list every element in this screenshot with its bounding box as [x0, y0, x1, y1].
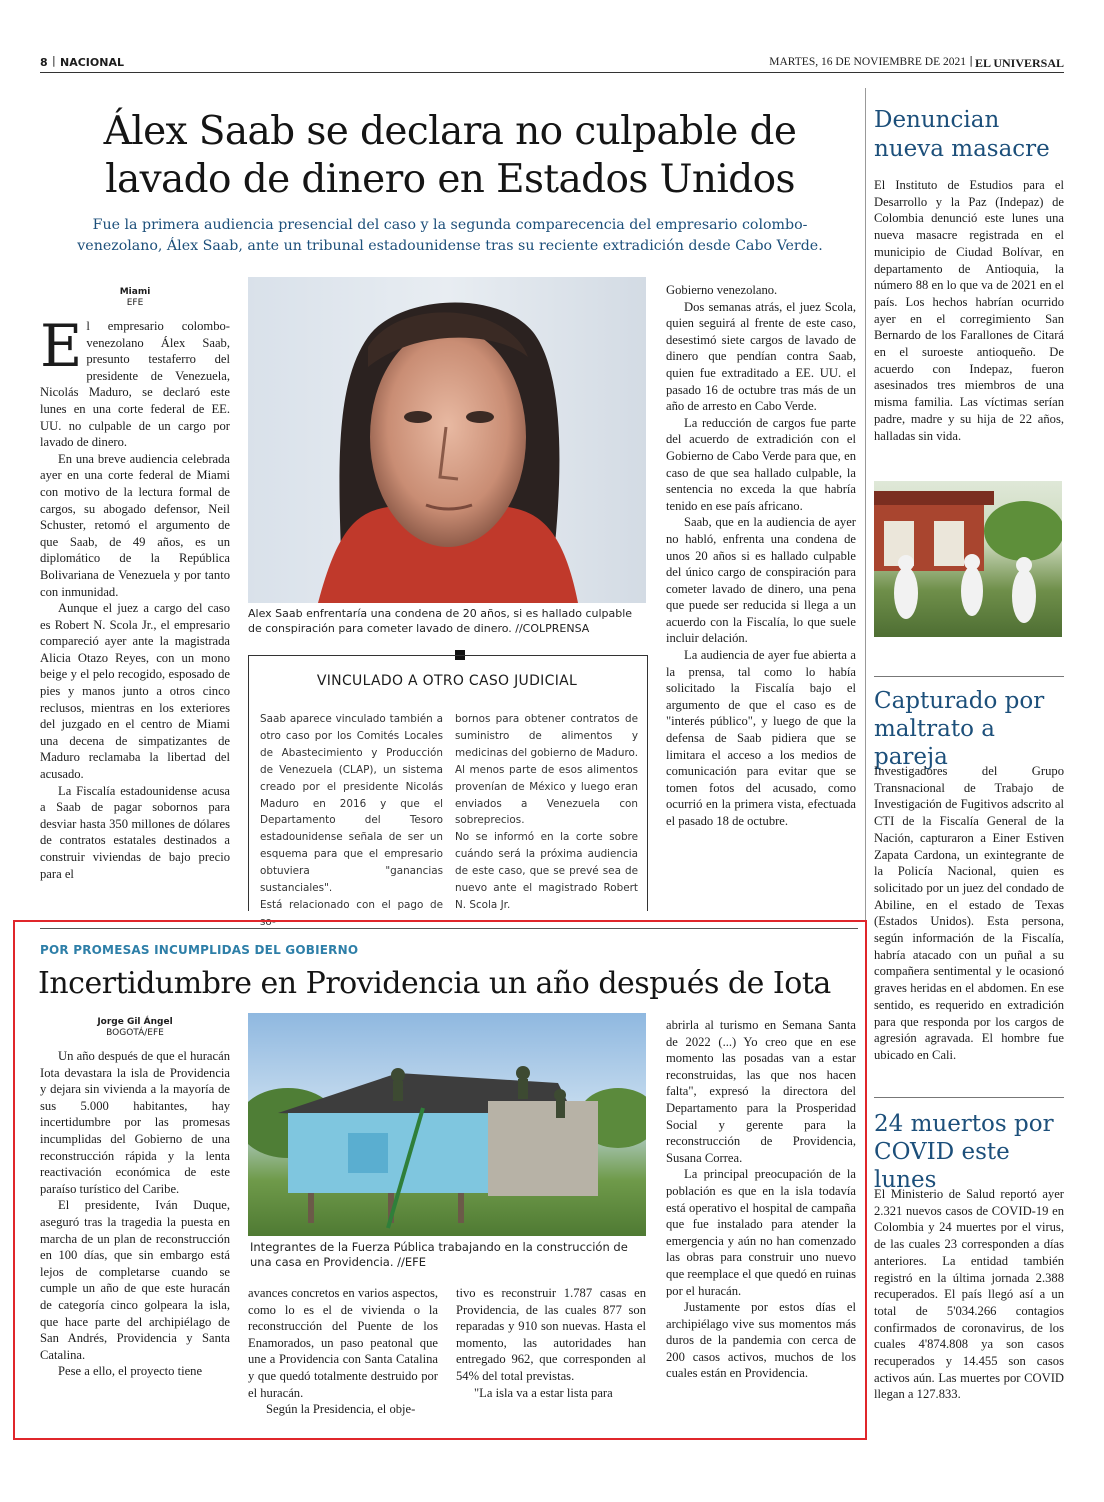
second-col-4: abrirla al turismo en Semana Santa de 2022 (...) Yo creo que en ese momento las posadas van a estar reconstruidas, las que nos hacen falta", expresó la directora del Departamento para la Prosperidad Social y gerente para la reconstrucción de Providencia, Susana Correa. La principal preocupación de la población es que en la isla todavía está operativo el hospital de campaña que fue instalado para atender la emergencia y aún no han comenzado las obras para construir uno nuevo que reemplace el que quedó en ruinas por el huracán. Justamente por estos días el archipiélago vive sus momentos más duros de la pandemia con cerca de 200 casos activos, muchos de los cuales están en Providencia. [666, 1018, 856, 1381]
main-col-3: Gobierno venezolano. Dos semanas atrás, el juez Scola, quien seguirá al frente de este caso, desestimó siete cargos de lavado de dinero que pendían contra Saab, quien fue extraditado a EE. UU. el pasado 16 de octubre tras más de un año de arresto en Cabo Verde. La reducción de cargos fue parte del acuerdo de extradición con el Gobierno de Cabo Verde para que, en caso de que sea hallado culpable, la sentencia no exceda la que habría tenido en ese país africano. Saab, que en la audiencia de ayer no habló, enfrenta una condena de unos 20 años si es hallado culpable del único cargo de conspiración para cometer lavado de dinero, una pena que puede ser reducida si llega a un acuerdo con la Fiscalía, lo que suele incluir delación. La audiencia de ayer fue abierta a la prensa, tal como lo había solicitado la Fiscalía bajo el argumento de que el caso es de "interés público", y luego de que la defensa de Saab pidiera que se limitara el acceso a los medios de comunicación para evitar que se tomen fotos del acusado, como ocurrió en la primera vista, efectuada el pasado 18 de octubre. [666, 283, 856, 828]
sidebar-rule-2 [874, 1097, 1064, 1098]
sidebar-3-title: 24 muertos por COVID este lunes [874, 1111, 1054, 1193]
drop-cap: E [40, 312, 83, 380]
sidebar-1-body: El Instituto de Estudios para el Desarrollo y la Paz (Indepaz) de Colombia denunció este lunes una nueva masacre registrada en el municipio de Ciudad Bolívar, en departamento de Antioquia, la número 88 en lo que va de 2021 en el país. Los hechos habrían ocurrido ayer en el corregimiento San Bernardo de los Farallones de Citará en el suroeste antioqueño. De acuerdo con Indepaz, fueron asesinados tres miembros de una misma familia. Las víctimas serían padre, madre y su hija de 22 años, halladas sin vida. [874, 178, 1064, 443]
second-kicker: POR PROMESAS INCUMPLIDAS DEL GOBIERNO [40, 943, 359, 957]
sidebar-2-body: Investigadores del Grupo Transnacional de Trabajo de Investigación de Fugitivos adscrito al CTI de la Fiscalía General de la Nación, capturaron a Einer Estiven Zapata Cardona, un exintegrante de la Policía Nacional, quien es solicitado por un juez del condado de Abiline, en el estado de Texas (Estados Unidos). Esta persona, según información de la Fiscalía, habría atacado con un puñal a su compañera sentimental y le ocasionó graves heridas en el abdomen. En ese sentido, es requerido en extradición para que responda por los cargos de agresión agravada. El hombre fue ubicado en Cali. [874, 764, 1064, 1062]
second-byline: Jorge Gil Ángel BOGOTÁ/EFE [97, 1017, 173, 1038]
forensics-photo [874, 481, 1062, 637]
page-date: MARTES, 16 DE NOVIEMBRE DE 2021 [769, 56, 966, 68]
main-photo-caption: Alex Saab enfrentaría una condena de 20 años, si es hallado culpable de conspiración para cometer lavado de dinero. //COLPRENSA [248, 607, 633, 635]
newspaper-name: EL UNIVERSAL [974, 56, 1064, 70]
sidebar-rule-1 [874, 676, 1064, 677]
second-col-3: tivo es reconstruir 1.787 casas en Providencia, de las cuales 877 son reparadas y 910 son nuevas. Hasta el momento, las autoridades han entregado 962, que corresponden al 54% del total previstas. "La isla va a estar lista para [456, 1286, 646, 1400]
main-deck: Fue la primera audiencia presencial del caso y la segunda comparecencia del empresario colombo- venezolano, Álex Saab, ante un tribunal estadounidense tras su reciente extradición desde Cabo Verde. [77, 217, 823, 254]
main-headline: Álex Saab se declara no culpable de lavado de dinero en Estados Unidos [103, 109, 797, 202]
sidebar-1-title: Denuncian nueva masacre [874, 107, 1050, 162]
saab-mugshot-photo [248, 277, 646, 603]
forensics-illustration [874, 481, 1062, 637]
sidebar-2-title: Capturado por maltrato a pareja [874, 688, 1045, 770]
header-rule [40, 72, 1064, 73]
page-number: 8 [40, 56, 48, 69]
box-col-left: Saab aparece vinculado también a otro caso por los Comités Locales de Abastecimiento y Producción de Venezuela (CLAP), un sistema creado por el presidente Nicolás Maduro en 2016 y que el Departamento del Tesoro estadounidense señala de ser un esquema para que el empresario obtuviera "ganancias sustanciales". Está relacionado con el pago de so- [260, 713, 443, 928]
section-name: NACIONAL [60, 56, 124, 69]
second-col-1: Un año después de que el huracán Iota devastara la isla de Providencia y dejara sin vivienda a la mayoría de sus 5.000 habitantes, hay incertidumbre por las promesas incumplidas del Gobierno de una reconstrucción rápida y la lenta reactivación económica de este paraíso turístico del Caribe. El presidente, Iván Duque, aseguró tras la tragedia la puesta en marcha de un plan de reconstrucción en 100 días, que sin embargo está lejos de completarse cuando se cumple un año de que este huracán de categoría cinco golpeara la isla, que hace parte del archipiélago de San Andrés, Providencia y Santa Catalina. Pese a ello, el proyecto tiene [40, 1049, 230, 1379]
house-illustration [248, 1013, 646, 1236]
second-col-2: avances concretos en varios aspectos, como lo es el de vivienda o la reconstrucción del Puente de los Enamorados, un paso peatonal que une a Providencia con Santa Catalina y que quedó totalmente destruido por el huracán. Según la Presidencia, el obje- [248, 1286, 438, 1417]
main-dateline: Miami EFE [119, 287, 151, 308]
second-story-rule [40, 928, 858, 929]
page-header: 8 | NACIONAL MARTES, 16 DE NOVIEMBRE DE 2021 | EL UNIVERSAL [40, 54, 1064, 70]
second-photo-caption: Integrantes de la Fuerza Pública trabajando en la construcción de una casa en Providencia. //EFE [250, 1240, 628, 1269]
box-col-right: bornos para obtener contratos de suministro de alimentos y medicinas del gobierno de Maduro. Al menos parte de esos alimentos provenían de México y luego eran enviados a Venezuela con sobreprecios. No se informó en la corte sobre cuándo será la próxima audiencia de este caso, que se prevé sea de nuevo ante el magistrado Robert N. Scola Jr. [455, 713, 638, 911]
providencia-house-photo [248, 1013, 646, 1236]
sidebar-3-body: El Ministerio de Salud reportó ayer 2.321 nuevos casos de COVID-19 en Colombia y 24 muertes por el virus, de las cuales 23 corresponden a días anteriores. La entidad también registró en la última jornada 2.388 recuperados. El país llegó así a un total de 5'034.266 contagios confirmados de coronavirus, de los cuales 4'874.808 ya son casos recuperados y 14.455 son casos activos aún. Las muertes por COVID llegan a 127.833. [874, 1187, 1064, 1402]
box-title: VINCULADO A OTRO CASO JUDICIAL [316, 673, 578, 689]
main-col-1: E l empresario colombo-venezolano Álex Saab, presunto testaferro del presidente de Venezuela, Nicolás Maduro, se declaró este lunes en una corte federal de EE. UU. no culpable de un cargo por lavado de dinero. En una breve audiencia celebrada ayer en una corte federal de Miami con motivo de la lectura formal de cargos, su abogado defensor, Neil Schuster, retomó el argumento de que Saab, de 49 años, es un diplomático de la República Bolivariana de Venezuela y por tanto con inmunidad. Aunque el juez a cargo del caso es Robert N. Scola Jr., el empresario compareció ayer ante la magistrada Alicia Otazo Reyes, con un mono beige y el pelo recogido, esposado de pies y manos junto a otros cinco reclusos, mientras en los exteriores del juzgado en el centro de Miami una decena de simpatizantes de Maduro reclamaba la libertad del acusado. La Fiscalía estadounidense acusa a Saab de pagar sobornos para desviar hasta 350 millones de dólares de contratos estatales destinados a construir viviendas de bajo precio para el [40, 312, 230, 881]
portrait-illustration [248, 277, 646, 603]
second-headline: Incertidumbre en Providencia un año después de Iota [38, 966, 831, 1001]
